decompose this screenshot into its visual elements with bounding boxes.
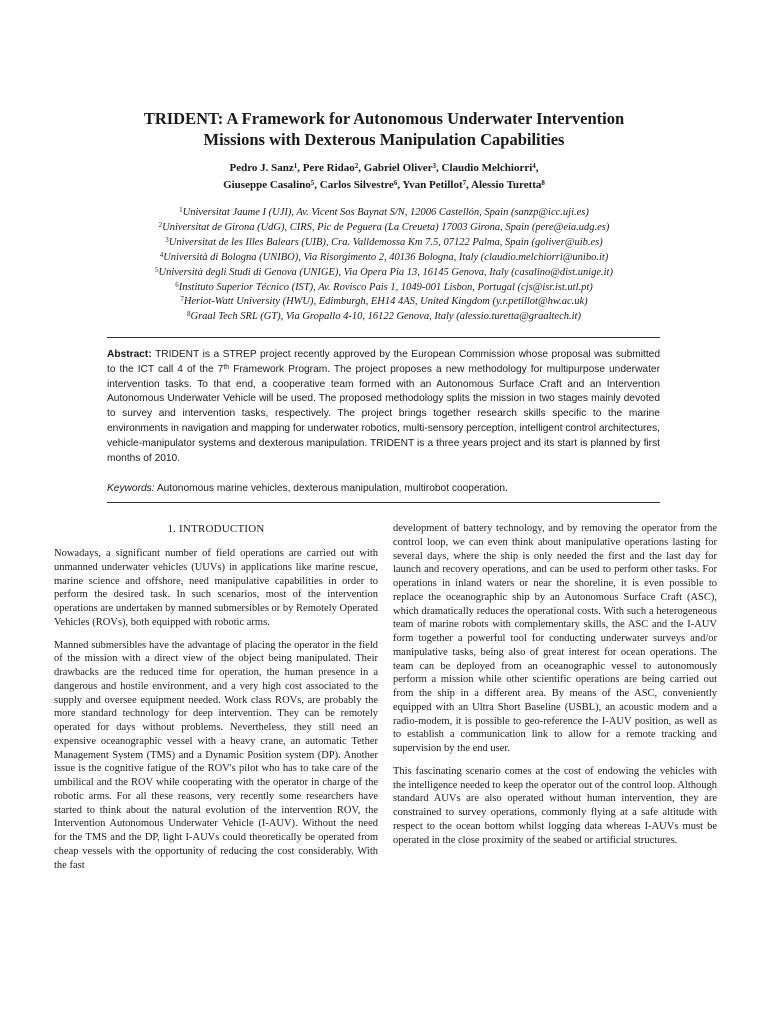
paragraph: This fascinating scenario comes at the cost of endowing the vehicles with the intelligence needed to keep the operator out of the control loop. Although standard AUVs are also operated without human intervention, they are constrained to survey operations, commonly flying at a safe altitude with respect to the ocean bottom whilst logging data whereas I-AUVs must be operated in the close proximity of the seabed or artificial structures.: [393, 765, 717, 846]
affiliation: [60, 295, 708, 310]
author-line: [60, 177, 708, 194]
author-name: Alessio Turetta: [471, 178, 542, 191]
affiliation-text: Heriot-Watt University (HWU), Edimburgh, EH14 4AS, United Kingdom (y.r.petillot@hw.ac.uk): [183, 296, 588, 308]
author-separator: ,: [466, 178, 472, 191]
author-separator: ,: [314, 178, 320, 191]
paragraph: Nowadays, a significant number of field operations are carried out with unmanned underwater vehicles (UUVs) in applications like marine rescue, marine science and offshore, need manipulative capabilities in order to perform the desired task. In such scenarios, most of the intervention operations are undertaken by manned submersibles or by Remotely Operated Vehicles (ROVs), both equipped with robotic arms.: [54, 548, 378, 628]
affiliation: [60, 236, 708, 251]
affiliation-mark: 2: [158, 220, 163, 229]
author-affil-mark: 3: [432, 161, 437, 170]
keywords-text: Autonomous marine vehicles, dexterous manipulation, multirobot cooperation.: [154, 483, 508, 494]
left-column: [54, 522, 378, 881]
section-heading: 1. INTRODUCTION: [167, 523, 265, 535]
author-separator: ,: [436, 162, 442, 174]
author-name: Pedro J. Sanz: [229, 162, 294, 174]
keywords-label: Keywords:: [107, 483, 155, 494]
paragraph: development of battery technology, and by removing the operator from the control loop, we can even think about manipulative operations lasting for several days, where the ship is only needed the first and the last day for launch and recovery operations, and can be used to perform other tasks. For operations in inland waters or near the shoreline, it is even possible to replace the oceanographic ship by an Autonomous Surface Craft (ASC), which dramatically reduces the operational costs. With such a heterogeneous team of marine robots with complementary skills, the ASC and the I-AUV form together a powerful tool for conducting underwater surveys and/or manipulative tasks, being also of great interest for ocean operations. The team can be deployed from an oceanographic vessel to autonomously perform a mission while other scientific operations are being carried out from the ship in a different area. By means of the ASC, conveniently equipped with an Ultra Short Baseline (USBL), an acoustic modem and a radio-modem, it is possible to geo-reference the I-AUV position, as well as to establish a communication link to allow for a remote tracking and supervision by the end user.: [393, 523, 717, 754]
abstract-bottom-rule: [107, 502, 660, 503]
affiliation: [60, 251, 708, 266]
affiliation-text: Graal Tech SRL (GT), Via Gropallo 4-10, 16122 Genova, Italy (alessio.turetta@graaltech.it): [190, 311, 581, 323]
affiliation-text: Università degli Studi di Genova (UNIGE), Via Opera Pia 13, 16145 Genova, Italy (casalino@dist.unige.it): [158, 266, 613, 278]
affiliation-text: Universitat Jaume I (UJI), Av. Vicent Sos Baynat S/N, 12006 Castellón, Spain (sanzp@icc.uji.es): [182, 207, 589, 218]
affiliation-text: Università di Bologna (UNIBO), Via Risorgimento 2, 40136 Bologna, Italy (claudio.melchiorri@unibo.it): [163, 251, 609, 263]
author-separator: ,: [297, 162, 303, 174]
author-affil-mark: 8: [541, 178, 545, 187]
author-affil-mark: 7: [462, 178, 467, 187]
paragraph: Manned submersibles have the advantage of placing the operator in the field of the mission with a direct view of the object being manipulated. Their drawbacks are the reduced time for operation, the human presence in a dangerous and hostile environment, and a very high cost associated to the supply and oversee equipment needed. Work class ROVs, are probably the more standard technology for deep intervention. They can be remotely operated for days without problems. Nevertheless, they still need an expensive oceanographic vessel with a heavy crane, an automatic Tether Management System (TMS) and a Dynamic Position system (DP). Another issue is the cognitive fatigue of the ROV's pilot who has to take care of the umbilical and the ROV while cooperating with the operator in charge of the robotic arms. For all these reasons, very recently some researchers have started to think about the natural evolution of the intervention ROV, the Intervention Autonomous Underwater Vehicle (I-AUV). Without the need for the TMS and the DP, light I-AUVs could theoretically be operated from cheap vessels with the opportunity of reducing the cost considerably. With the fast: [54, 639, 378, 871]
affiliation-mark: 3: [165, 235, 169, 244]
affiliation-text: Universitat de Girona (UdG), CIRS, Pic de Peguera (La Creueta) 17003 Girona, Spain (pere@eia.udg.es): [162, 221, 610, 233]
abstract: [107, 348, 660, 466]
author-separator: ,: [397, 178, 403, 191]
affiliation-text: Instituto Superior Técnico (IST), Av. Rovisco Pais 1, 1049-001 Lisbon, Portugal (cjs@isr.ist.utl.pt): [178, 281, 593, 293]
affiliation: [60, 221, 708, 236]
affiliation-mark: 6: [175, 280, 179, 289]
paper-title: [60, 108, 708, 150]
abstract-top-rule: [107, 337, 660, 338]
abstract-text: TRIDENT is a STREP project recently approved by the European Commission whose proposal was submitted to the ICT call 4 of the 7: [107, 349, 660, 375]
affiliation: [60, 206, 708, 221]
affiliation-mark: 4: [159, 250, 164, 259]
author-affil-mark: 5: [310, 178, 315, 187]
paper-title-line-2: Missions with Dexterous Manipulation Capabilities: [203, 130, 565, 149]
abstract-ordinal-mark: th: [223, 363, 230, 371]
author-affil-mark: 4: [532, 161, 536, 170]
author-affil-mark: 2: [354, 161, 359, 170]
affiliation-text: Universitat de les Illes Balears (UIB), Cra. Valldemossa Km 7.5, 07122 Palma, Spain (goliver@uib.es): [168, 236, 603, 248]
affiliation-mark: 8: [187, 310, 191, 319]
author-name: Pere Ridao: [302, 162, 355, 174]
affiliation-mark: 7: [180, 295, 184, 304]
abstract-label: Abstract:: [107, 349, 152, 360]
affiliation-list: [60, 206, 708, 325]
affiliation-mark: 5: [155, 265, 159, 274]
author-affil-mark: 1: [293, 161, 298, 170]
keywords: [107, 482, 660, 497]
author-name: Claudio Melchiorri: [441, 162, 533, 174]
author-name: Giuseppe Casalino: [223, 178, 311, 191]
author-separator: ,: [535, 162, 539, 174]
author-name: Carlos Silvestre: [319, 178, 394, 191]
affiliation: [60, 281, 708, 296]
right-column: [393, 522, 717, 856]
author-list: [60, 160, 708, 193]
author-affil-mark: 6: [393, 178, 398, 187]
author-line: [60, 160, 708, 177]
paper-title-line-1: TRIDENT: A Framework for Autonomous Underwater Intervention: [143, 109, 625, 128]
affiliation: [60, 310, 708, 325]
affiliation: [60, 266, 708, 281]
affiliation-mark: 1: [179, 205, 183, 214]
author-separator: ,: [358, 162, 364, 174]
author-name: Yvan Petillot: [402, 178, 463, 191]
author-name: Gabriel Oliver: [363, 162, 433, 174]
abstract-text-continued: Framework Program. The project proposes a new methodology for multipurpose underwater intervention tasks. To that end, a cooperative team formed with an Autonomous Surface Craft and an Intervention Autonomous Underwater Vehicle will be used. The proposed methodology splits the mission in two stages mainly devoted to survey and intervention tasks, respectively. The project brings together research skills specific to the marine environments in navigation and mapping for underwater robotics, multi-sensory perception, intelligent control architectures, vehicle-manipulator systems and dexterous manipulation. TRIDENT is a three years project and its start is planned by first months of 2010.: [107, 363, 660, 464]
